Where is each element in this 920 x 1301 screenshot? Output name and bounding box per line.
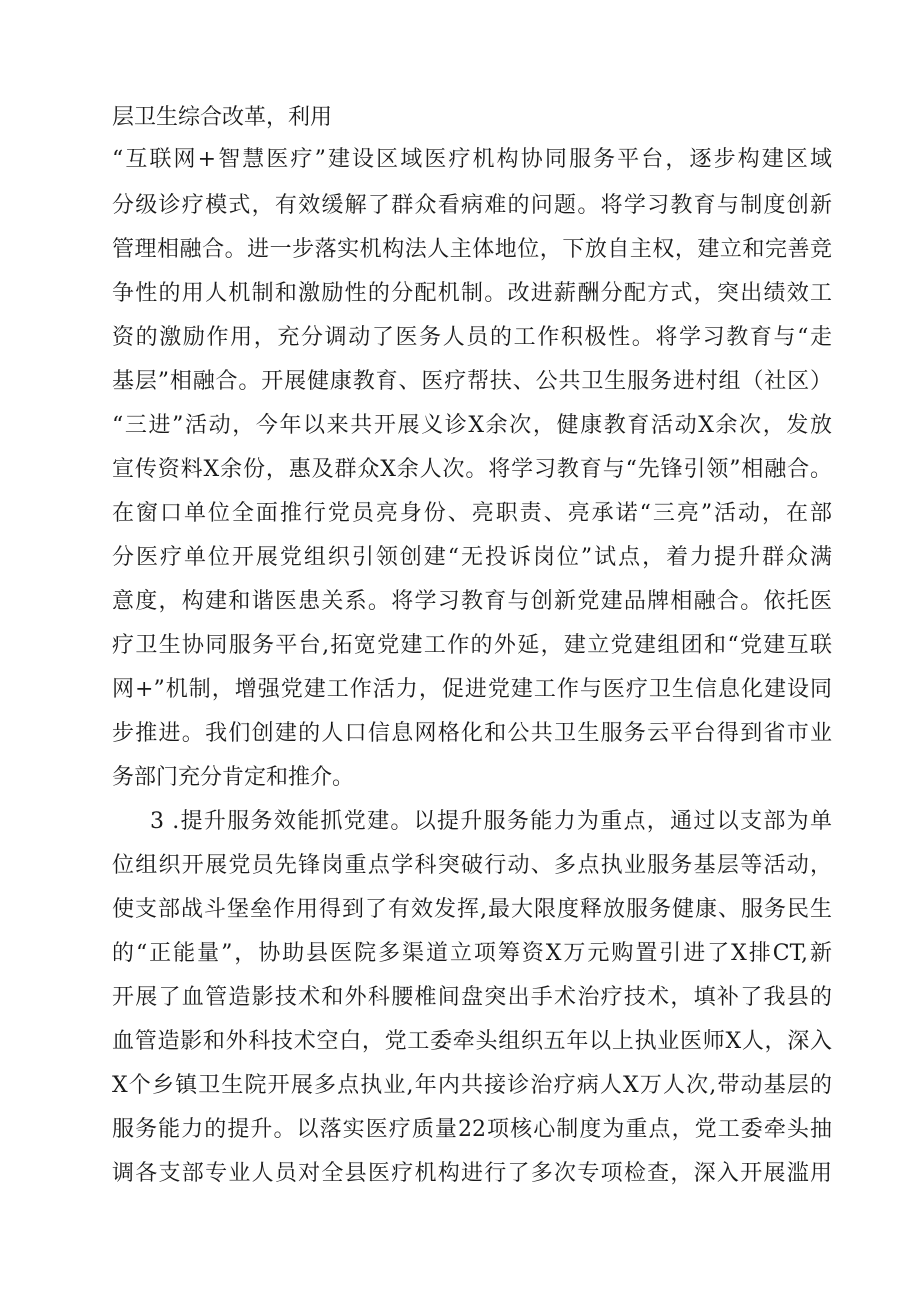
text-line: 宣传资料X余份，惠及群众X余人次。将学习教育与“先锋引领”相融合。 (112, 457, 832, 482)
text-line: 意度，构建和谐医患关系。将学习教育与创新党建品牌相融合。依托医 (112, 589, 832, 614)
text-line: 在窗口单位全面推行党员亮身份、亮职责、亮承诺“三亮”活动，在部 (112, 501, 832, 526)
text-line: 步推进。我们创建的人口信息网格化和公共卫生服务云平台得到省市业 (112, 721, 832, 746)
text-line: 调各支部专业人员对全县医疗机构进行了多次专项检查，深入开展滥用 (112, 1161, 832, 1186)
text-line: 网+”机制，增强党建工作活力，促进党建工作与医疗卫生信息化建设同 (112, 677, 832, 702)
text-line: 资的激励作用，充分调动了医务人员的工作积极性。将学习教育与“走 (112, 325, 832, 350)
text-line: 的“正能量”，协助县医院多渠道立项筹资X万元购置引进了X排CT,新 (112, 941, 832, 966)
text-line: “三进”活动，今年以来共开展义诊X余次，健康教育活动X余次，发放 (112, 413, 832, 438)
text-line: 使支部战斗堡垒作用得到了有效发挥,最大限度释放服务健康、服务民生 (112, 897, 832, 922)
text-line: 服务能力的提升。以落实医疗质量22项核心制度为重点，党工委牵头抽 (112, 1117, 832, 1142)
text-line: 位组织开展党员先锋岗重点学科突破行动、多点执业服务基层等活动， (112, 853, 832, 878)
text-line: X个乡镇卫生院开展多点执业,年内共接诊治疗病人X万人次,带动基层的 (112, 1073, 832, 1098)
text-line: 分医疗单位开展党组织引领创建“无投诉岗位”试点，着力提升群众满 (112, 545, 832, 570)
text-line: 层卫生综合改革，利用 (112, 105, 333, 130)
text-line: 基层”相融合。开展健康教育、医疗帮扶、公共卫生服务进村组（社区） (112, 369, 832, 394)
text-line: 3 .提升服务效能抓党建。以提升服务能力为重点，通过以支部为单 (150, 809, 832, 834)
text-line: “互联网+智慧医疗”建设区域医疗机构协同服务平台，逐步构建区域 (112, 147, 832, 172)
text-line: 疗卫生协同服务平台,拓宽党建工作的外延，建立党建组团和“党建互联 (112, 633, 832, 658)
text-line: 争性的用人机制和激励性的分配机制。改进薪酬分配方式，突出绩效工 (112, 281, 832, 306)
text-line: 管理相融合。进一步落实机构法人主体地位，下放自主权，建立和完善竞 (112, 237, 832, 262)
text-line: 务部门充分肯定和推介。 (112, 765, 355, 790)
text-line: 血管造影和外科技术空白，党工委牵头组织五年以上执业医师X人，深入 (112, 1029, 832, 1054)
text-line: 分级诊疗模式，有效缓解了群众看病难的问题。将学习教育与制度创新 (112, 193, 832, 218)
text-line: 开展了血管造影技术和外科腰椎间盘突出手术治疗技术，填补了我县的 (112, 985, 832, 1010)
